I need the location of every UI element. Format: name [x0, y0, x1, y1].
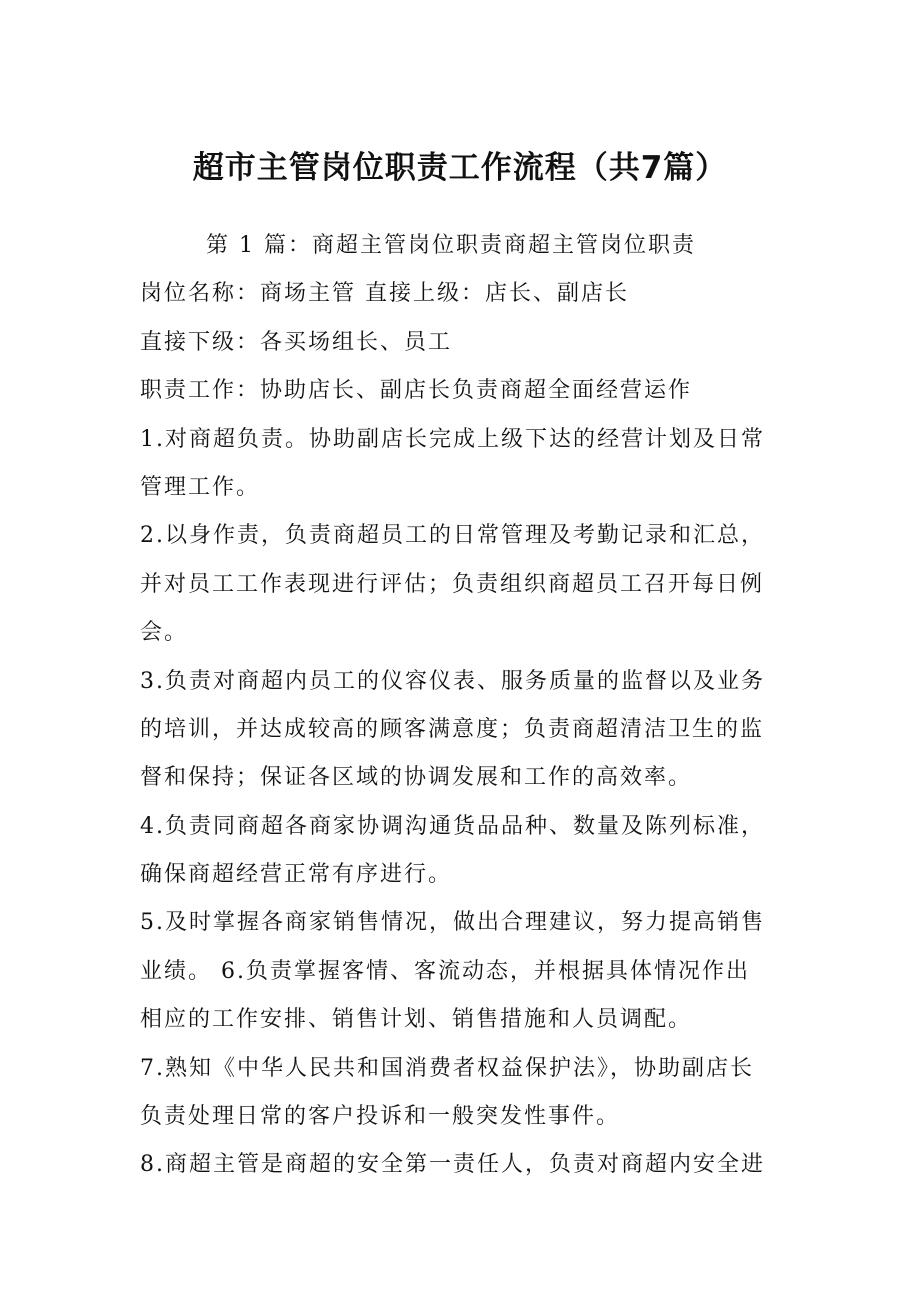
paragraph-line: 职责工作：协助店长、副店长负责商超全面经营运作 [140, 378, 693, 404]
paragraph-line: 确保商超经营正常有序进行。 [140, 862, 453, 888]
paragraph-line: 8.商超主管是商超的安全第一责任人，负责对商超内安全进 [140, 1152, 765, 1178]
document-body [140, 222, 800, 1190]
paragraph-line: 2.以身作责，负责商超员工的日常管理及考勤记录和汇总， [140, 523, 765, 549]
paragraph-line: 业绩。 6.负责掌握客情、客流动态，并根据具体情况作出 [140, 958, 750, 984]
paragraph-line: 7.熟知《中华人民共和国消费者权益保护法》，协助副店长 [140, 1055, 754, 1081]
paragraph-line: 并对员工工作表现进行评估；负责组织商超员工召开每日例 [140, 571, 765, 597]
paragraph-line: 第 1 篇：商超主管岗位职责商超主管岗位职责 [206, 233, 696, 258]
paragraph-line: 4.负责同商超各商家协调沟通货品品种、数量及陈列标准， [140, 813, 765, 839]
paragraph-line: 的培训，并达成较高的顾客满意度；负责商超清洁卫生的监 [140, 716, 765, 742]
paragraph-line: 相应的工作安排、销售计划、销售措施和人员调配。 [140, 1007, 693, 1033]
paragraph-line: 直接下级：各买场组长、员工 [140, 329, 453, 355]
paragraph-line: 管理工作。 [140, 474, 261, 500]
document-title: 超市主管岗位职责工作流程（共7篇） [192, 150, 728, 186]
paragraph-line: 5.及时掌握各商家销售情况，做出合理建议，努力提高销售 [140, 910, 765, 936]
paragraph-line: 负责处理日常的客户投诉和一般突发性事件。 [140, 1104, 621, 1130]
paragraph-line: 3.负责对商超内员工的仪容仪表、服务质量的监督以及业务 [140, 668, 765, 694]
paragraph-line: 岗位名称：商场主管 直接上级：店长、副店长 [140, 281, 629, 307]
paragraph-line: 督和保持；保证各区域的协调发展和工作的高效率。 [140, 765, 693, 791]
paragraph-line: 会。 [140, 620, 189, 646]
paragraph-line: 1.对商超负责。协助副店长完成上级下达的经营计划及日常 [140, 426, 765, 452]
